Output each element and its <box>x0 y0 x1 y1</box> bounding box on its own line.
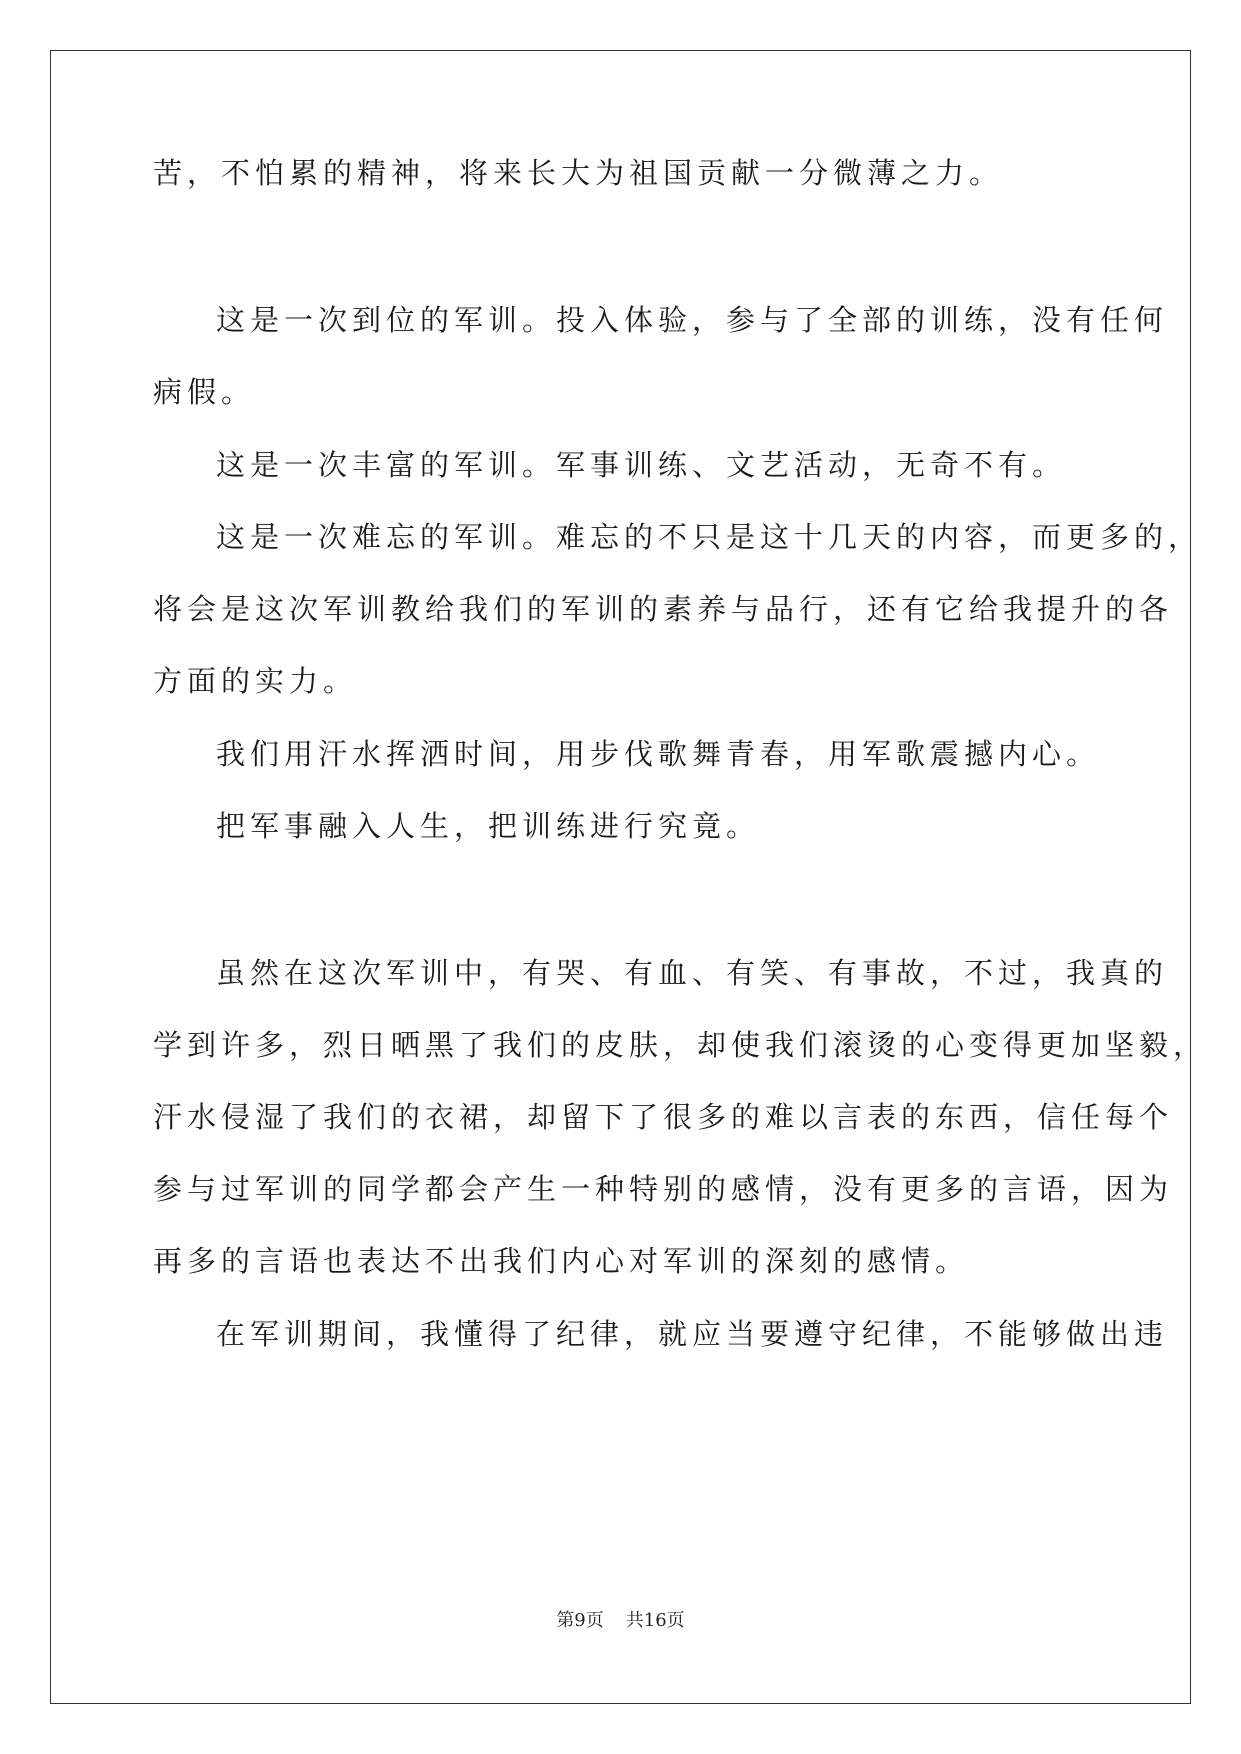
text-line: 病假。 <box>153 375 256 409</box>
text-line: 这是一次丰富的军训。军事训练、文艺活动，无奇不有。 <box>216 448 1067 482</box>
text-line: 我们用汗水挥洒时间，用步伐歌舞青春，用军歌震撼内心。 <box>216 737 1101 771</box>
page-number: 第9页 <box>556 1610 604 1631</box>
text-line: 这是一次到位的军训。投入体验，参与了全部的训练，没有任何 <box>216 303 1169 337</box>
text-line: 把军事融入人生，把训练进行究竟。 <box>216 809 761 843</box>
text-line: 方面的实力。 <box>153 664 358 698</box>
page-frame <box>50 50 1191 1704</box>
text-line: 苦，不怕累的精神，将来长大为祖国贡献一分微薄之力。 <box>153 156 1004 190</box>
page-total: 共16页 <box>625 1610 685 1631</box>
text-line: 将会是这次军训教给我们的军训的素养与品行，还有它给我提升的各 <box>153 592 1174 626</box>
text-line: 参与过军训的同学都会产生一种特别的感情，没有更多的言语，因为 <box>153 1172 1174 1206</box>
text-line: 这是一次难忘的军训。难忘的不只是这十几天的内容，而更多的， <box>216 520 1203 554</box>
text-line: 在军训期间，我懂得了纪律，就应当要遵守纪律，不能够做出违 <box>216 1317 1169 1351</box>
text-line: 再多的言语也表达不出我们内心对军训的深刻的感情。 <box>153 1244 970 1278</box>
text-line: 虽然在这次军训中，有哭、有血、有笑、有事故，不过，我真的 <box>216 956 1169 990</box>
text-line: 学到许多，烈日晒黑了我们的皮肤，却使我们滚烫的心变得更加坚毅， <box>153 1028 1208 1062</box>
text-line: 汗水侵湿了我们的衣裙，却留下了很多的难以言表的东西，信任每个 <box>153 1100 1174 1134</box>
page-footer <box>0 1609 1241 1633</box>
